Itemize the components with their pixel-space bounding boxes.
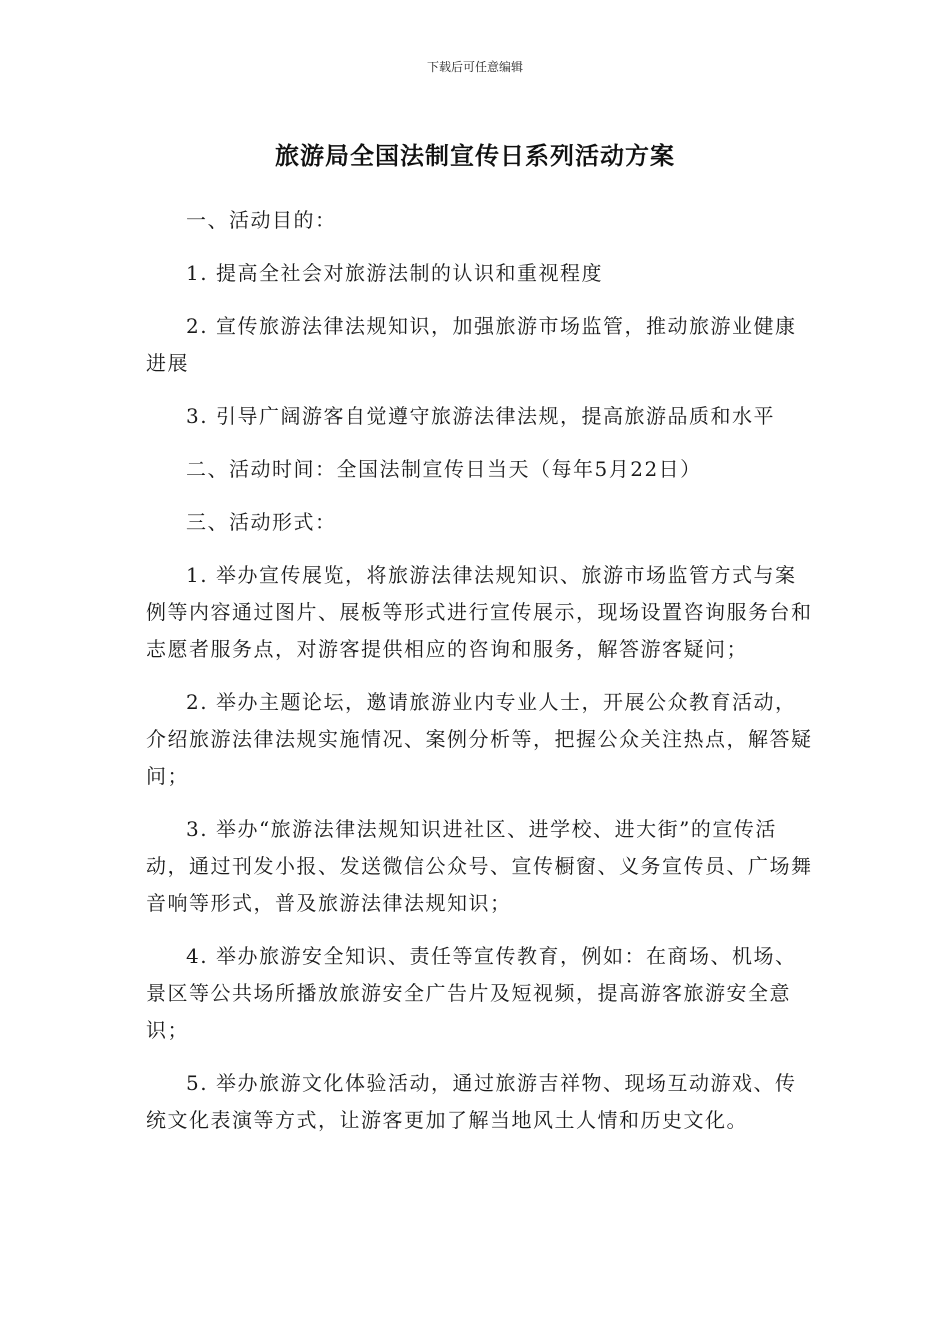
format-item-1: 1. 举办宣传展览，将旅游法律法规知识、旅游市场监管方式与案例等内容通过图片、展板等形式进行宣传展示，现场设置咨询服务台和志愿者服务点，对游客提供相应的咨询和服务，解答游客疑问； — [146, 563, 813, 661]
format-item-3: 3. 举办“旅游法律法规知识进社区、进学校、进大街”的宣传活动，通过刊发小报、发送微信公众号、宣传橱窗、义务宣传员、广场舞音响等形式，普及旅游法律法规知识； — [146, 817, 813, 915]
purpose-item-3: 3. 引导广阔游客自觉遵守旅游法律法规，提高旅游品质和水平 — [186, 404, 775, 428]
purpose-item-2: 2. 宣传旅游法律法规知识，加强旅游市场监管，推动旅游业健康进展 — [146, 314, 797, 375]
format-item-4: 4. 举办旅游安全知识、责任等宣传教育，例如：在商场、机场、景区等公共场所播放旅游安全广告片及短视频，提高游客旅游安全意识； — [146, 944, 797, 1042]
format-item-5: 5. 举办旅游文化体验活动，通过旅游吉祥物、现场互动游戏、传统文化表演等方式，让游客更加了解当地风土人情和历史文化。 — [146, 1071, 797, 1132]
format-item-2: 2. 举办主题论坛，邀请旅游业内专业人士，开展公众教育活动，介绍旅游法律法规实施情况、案例分析等，把握公众关注热点，解答疑问； — [146, 690, 813, 788]
header-note: 下载后可任意编辑 — [426, 60, 523, 74]
document-body — [146, 202, 816, 1139]
section-heading-purpose: 一、活动目的： — [186, 208, 337, 232]
section-heading-time: 二、活动时间：全国法制宣传日当天（每年5月22日） — [186, 457, 702, 481]
section-heading-format: 三、活动形式： — [186, 510, 337, 534]
purpose-item-1: 1. 提高全社会对旅游法制的认识和重视程度 — [186, 261, 603, 285]
document-title: 旅游局全国法制宣传日系列活动方案 — [275, 142, 675, 170]
